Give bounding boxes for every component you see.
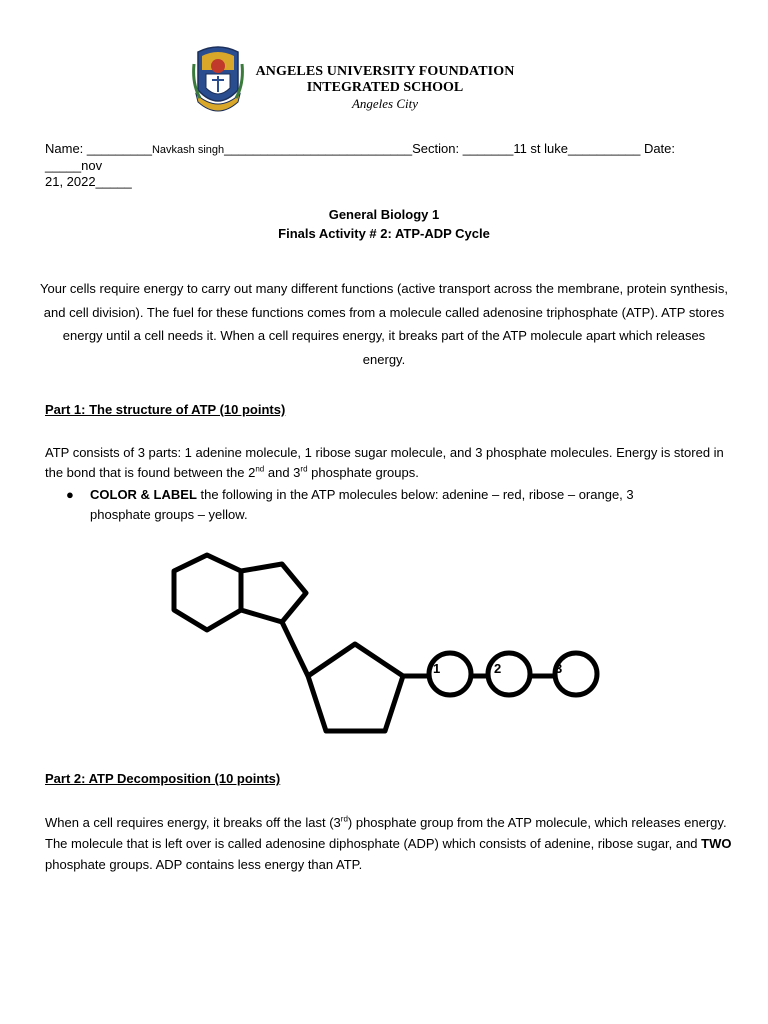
phosphate-label-2: 2 xyxy=(494,661,502,676)
adenine-ribose-bond xyxy=(282,622,308,676)
school-crest-logo xyxy=(192,44,244,120)
ribose-pentagon xyxy=(308,644,403,731)
section-value: 11 st luke xyxy=(513,141,569,156)
phosphate-label-1: 1 xyxy=(433,661,441,676)
course-title: General Biology 1 xyxy=(328,207,440,222)
section-label: Section: _______ xyxy=(412,141,514,156)
part2-paragraph xyxy=(45,812,735,875)
atp-molecule-diagram xyxy=(160,545,620,745)
name-value: Navkash singh xyxy=(151,144,225,156)
school-subtitle: INTEGRATED SCHOOL xyxy=(306,80,464,95)
part1-heading: Part 1: The structure of ATP (10 points) xyxy=(45,402,286,417)
part1-text-b: and 3 xyxy=(264,465,301,480)
adenine-pentagon xyxy=(241,564,306,622)
student-info-line xyxy=(45,141,725,190)
date-blank: _____ xyxy=(95,174,132,189)
part2-heading: Part 2: ATP Decomposition (10 points) xyxy=(45,771,281,786)
part2-text-c: phosphate groups. ADP contains less energy than ATP. xyxy=(45,857,363,872)
part2-sup-rd: rd xyxy=(340,814,348,824)
name-label: Name: _________ xyxy=(45,141,152,156)
part1-paragraph xyxy=(45,443,725,483)
phosphate-label-3: 3 xyxy=(555,661,563,676)
intro-paragraph: Your cells require energy to carry out many different functions (active transport across the membrane, protein synthesis, and cell division). The fuel for these functions comes from a molecule called adenosine triphosphate (ATP). ATP stores energy until a cell needs it. When a cell requires energy, it breaks part of the ATP molecule apart which releases energy. xyxy=(40,281,728,367)
school-name: ANGELES UNIVERSITY FOUNDATION xyxy=(255,64,515,79)
part1-sup-nd: nd xyxy=(255,464,265,474)
section-blank: __________ xyxy=(568,141,641,156)
date-value-month: nov xyxy=(81,158,103,173)
part1-text-a: ATP consists of 3 parts: 1 adenine molecule, 1 ribose sugar molecule, and 3 phosphate molecules. Energy is stored in the bond that is found between the 2 xyxy=(45,445,724,480)
part1-text-c: phosphate groups. xyxy=(307,465,419,480)
name-blank: __________________________ xyxy=(224,141,413,156)
bullet-dot: ● xyxy=(66,487,74,502)
part1-sup-rd: rd xyxy=(300,464,308,474)
part2-text-b: ) phosphate group from the ATP molecule, which releases energy. The molecule that is left over is called adenosine diphosphate (ADP) which consists of adenine, ribose sugar, and xyxy=(45,815,727,851)
part2-text-a: When a cell requires energy, it breaks off the last (3 xyxy=(45,815,341,830)
date-value-day-year: 21, 2022 xyxy=(45,174,96,189)
bullet-instructions: the following in the ATP molecules below: adenine – red, ribose – orange, 3 phosphate groups – yellow. xyxy=(90,487,634,522)
date-label: Date: _____ xyxy=(45,141,676,173)
adenine-hexagon xyxy=(174,555,241,630)
bullet-text xyxy=(90,485,670,525)
bullet-bold: COLOR & LABEL xyxy=(90,487,197,502)
activity-title: Finals Activity # 2: ATP-ADP Cycle xyxy=(278,226,490,241)
school-city: Angeles City xyxy=(351,96,419,111)
part2-bold-two: TWO xyxy=(701,836,732,851)
